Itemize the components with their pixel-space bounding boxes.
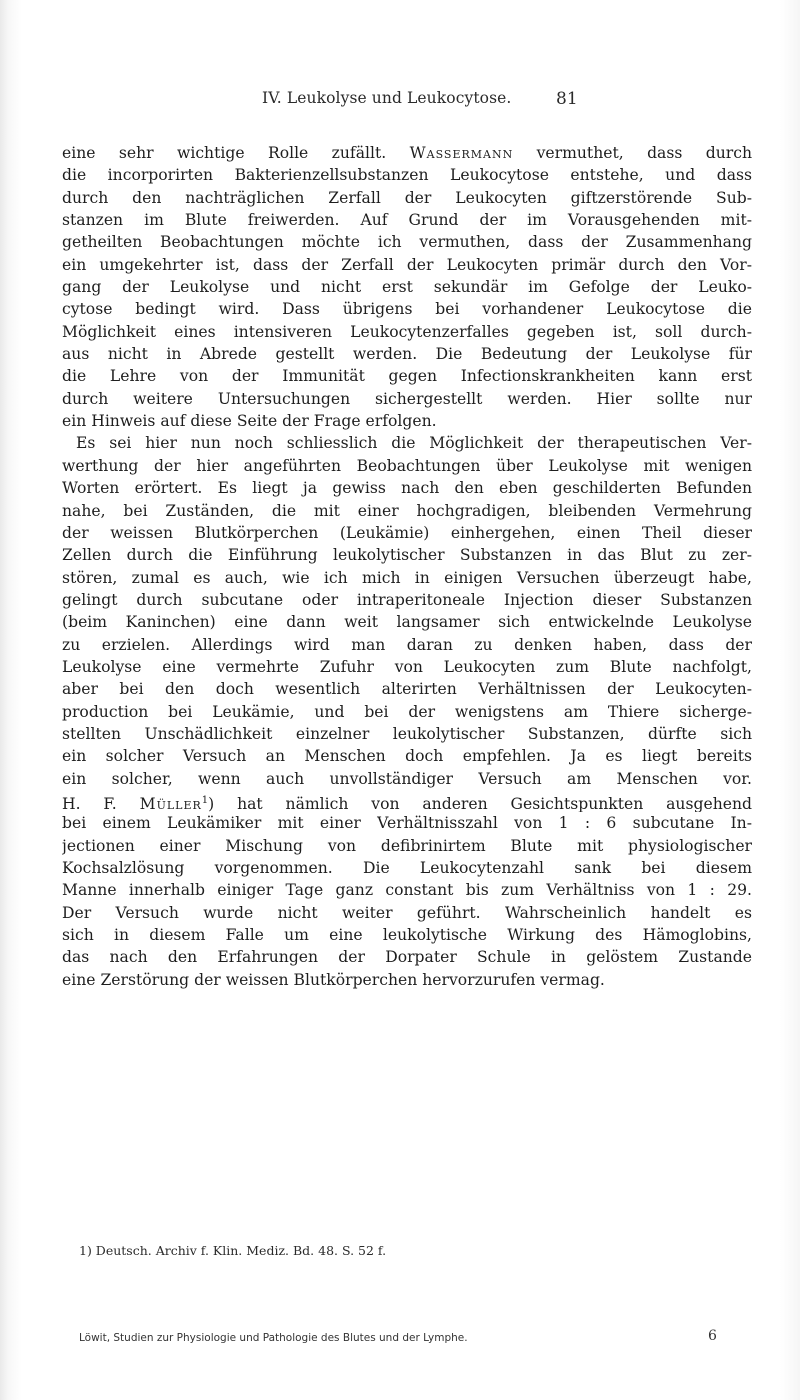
text-line: aus nicht in Abrede gestellt werden. Die Bedeutung der Leukolyse für bbox=[62, 345, 752, 364]
author-name: Müller bbox=[139, 795, 202, 813]
text-line: die Lehre von der Immunität gegen Infectionskrankheiten kann erst bbox=[62, 367, 752, 386]
text-line: production bei Leukämie, und bei der wenigstens am Thiere sicherge- bbox=[62, 702, 752, 721]
text-fragment: eine sehr wichtige Rolle zufällt. bbox=[62, 144, 410, 162]
text-line: Manne innerhalb einiger Tage ganz constant bis zum Verhältniss von 1 : 29. bbox=[62, 881, 752, 900]
text-line: Leukolyse eine vermehrte Zufuhr von Leukocyten zum Blute nachfolgt, bbox=[62, 657, 752, 676]
text-line: das nach den Erfahrungen der Dorpater Schule in gelöstem Zustande bbox=[62, 948, 752, 967]
text-line: ein umgekehrter ist, dass der Zerfall der Leukocyten primär durch den Vor- bbox=[62, 255, 752, 274]
page-number: 81 bbox=[556, 89, 578, 109]
body-text bbox=[62, 142, 752, 991]
text-line bbox=[62, 790, 752, 812]
text-line: der weissen Blutkörperchen (Leukämie) einhergehen, einen Theil dieser bbox=[62, 523, 752, 542]
text-fragment: vermuthet, dass durch bbox=[513, 144, 752, 162]
signature-line bbox=[79, 1328, 719, 1350]
text-line: stören, zumal es auch, wie ich mich in einigen Versuchen überzeugt habe, bbox=[62, 568, 752, 587]
text-line: bei einem Leukämiker mit einer Verhältnisszahl von 1 : 6 subcutane In- bbox=[62, 814, 752, 833]
text-line: (beim Kaninchen) eine dann weit langsamer sich entwickelnde Leukolyse bbox=[62, 613, 752, 632]
text-line: gelingt durch subcutane oder intraperitoneale Injection dieser Substanzen bbox=[62, 590, 752, 609]
text-line: werthung der hier angeführten Beobachtungen über Leukolyse mit wenigen bbox=[62, 456, 752, 475]
running-title: IV. Leukolyse und Leukocytose. bbox=[262, 89, 512, 107]
text-line: ein Hinweis auf diese Seite der Frage erfolgen. bbox=[62, 412, 437, 431]
text-line: cytose bedingt wird. Dass übrigens bei vorhandener Leukocytose die bbox=[62, 300, 752, 319]
text-line: jectionen einer Mischung von defibrinirtem Blute mit physiologischer bbox=[62, 836, 752, 855]
text-line: durch weitere Untersuchungen sichergestellt werden. Hier sollte nur bbox=[62, 389, 752, 408]
text-line: Möglichkeit eines intensiveren Leukocytenzerfalles gegeben ist, soll durch- bbox=[62, 322, 752, 341]
running-head bbox=[0, 89, 800, 111]
signature-text: Löwit, Studien zur Physiologie und Pathologie des Blutes und der Lymphe. bbox=[79, 1332, 468, 1344]
text-line: getheilten Beobachtungen möchte ich vermuthen, dass der Zusammenhang bbox=[62, 233, 752, 252]
text-line: stellten Unschädlichkeit einzelner leukolytischer Substanzen, dürfte sich bbox=[62, 724, 752, 743]
text-line: Kochsalzlösung vorgenommen. Die Leukocytenzahl sank bei diesem bbox=[62, 859, 752, 877]
text-line: ein solcher Versuch an Menschen doch empfehlen. Ja es liegt bereits bbox=[62, 747, 752, 766]
text-line: sich in diesem Falle um eine leukolytische Wirkung des Hämoglobins, bbox=[62, 926, 752, 945]
footnote-marker: 1 bbox=[201, 794, 209, 806]
text-line: Der Versuch wurde nicht weiter geführt. Wahrscheinlich handelt es bbox=[62, 903, 752, 922]
sheet-number: 6 bbox=[708, 1328, 717, 1344]
text-line: Zellen durch die Einführung leukolytischer Substanzen in das Blut zu zer- bbox=[62, 546, 752, 565]
footnote: 1) Deutsch. Archiv f. Klin. Mediz. Bd. 48. S. 52 f. bbox=[79, 1243, 387, 1258]
text-line: zu erzielen. Allerdings wird man daran zu denken haben, dass der bbox=[62, 635, 752, 654]
text-line: Worten erörtert. Es liegt ja gewiss nach den eben geschilderten Befunden bbox=[62, 479, 752, 498]
text-line: aber bei den doch wesentlich alterirten Verhältnissen der Leukocyten- bbox=[62, 680, 752, 699]
author-name: Wassermann bbox=[409, 144, 514, 162]
text-line: nahe, bei Zuständen, die mit einer hochgradigen, bleibenden Vermehrung bbox=[62, 501, 752, 520]
text-line: stanzen im Blute freiwerden. Auf Grund der im Vorausgehenden mit- bbox=[62, 211, 752, 230]
text-line: die incorporirten Bakterienzellsubstanzen Leukocytose entstehe, und dass bbox=[62, 166, 752, 185]
text-line: gang der Leukolyse und nicht erst sekundär im Gefolge der Leuko- bbox=[62, 278, 752, 297]
text-line: durch den nachträglichen Zerfall der Leukocyten giftzerstörende Sub- bbox=[62, 188, 752, 207]
text-fragment: H. F. bbox=[62, 795, 140, 813]
text-line: ein solcher, wenn auch unvollständiger Versuch am Menschen vor. bbox=[62, 769, 752, 788]
text-line: Es sei hier nun noch schliesslich die Möglichkeit der therapeutischen Ver- bbox=[76, 434, 752, 453]
text-line: eine Zerstörung der weissen Blutkörperchen hervorzurufen vermag. bbox=[62, 970, 605, 989]
text-line bbox=[62, 142, 752, 164]
text-fragment: ) hat nämlich von anderen Gesichtspunkten ausgehend bbox=[208, 795, 752, 813]
